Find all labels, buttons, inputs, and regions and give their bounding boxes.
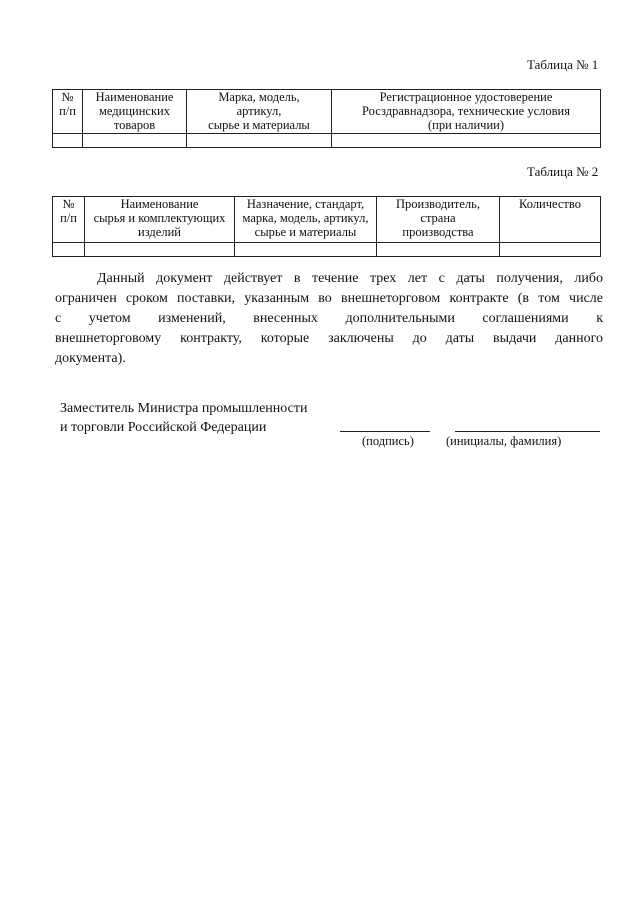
table2-header-row (53, 197, 601, 243)
table1-header-registration: Регистрационное удостоверение Росздравнадзора, технические условия (при наличии) (332, 90, 601, 134)
table1-caption: Таблица № 1 (527, 57, 599, 72)
paragraph-line: с учетом изменений, внесенных дополнительными соглашениями к (55, 311, 603, 326)
table2-header-name: Наименование сырья и комплектующих изделий (85, 197, 235, 243)
paragraph-line: ограничен сроком поставки, указанным во внешнеторговом контракте (в том числе (55, 291, 603, 306)
signatory-position: Заместитель Министра промышленности и торговли Российской Федерации (60, 401, 308, 435)
table2-header-num: № п/п (53, 197, 85, 243)
validity-paragraph (55, 269, 603, 369)
table2-header-manufacturer: Производитель, страна производства (377, 197, 500, 243)
table1-header-brand: Марка, модель, артикул, сырье и материалы (187, 90, 332, 134)
table2-caption: Таблица № 2 (527, 164, 599, 179)
table2-empty-row (53, 243, 601, 257)
table1-header-num: № п/п (53, 90, 83, 134)
table1-empty-row (53, 134, 601, 148)
table1-header-name: Наименование медицинских товаров (83, 90, 187, 134)
paragraph-line: Данный документ действует в течение трех лет с даты получения, либо (97, 271, 603, 286)
paragraph-line: документа). (55, 351, 126, 366)
table1 (52, 89, 601, 148)
table2 (52, 196, 601, 257)
table1-header-row (53, 90, 601, 134)
name-line (455, 431, 600, 432)
table2-header-purpose: Назначение, стандарт, марка, модель, артикул, сырье и материалы (235, 197, 377, 243)
signature-line (340, 431, 430, 432)
paragraph-line: внешнеторговому контракту, которые заключены до даты выдачи данного (55, 331, 603, 346)
table2-header-quantity: Количество (500, 197, 601, 243)
name-caption: (инициалы, фамилия) (446, 434, 562, 448)
signature-caption: (подпись) (362, 434, 414, 448)
